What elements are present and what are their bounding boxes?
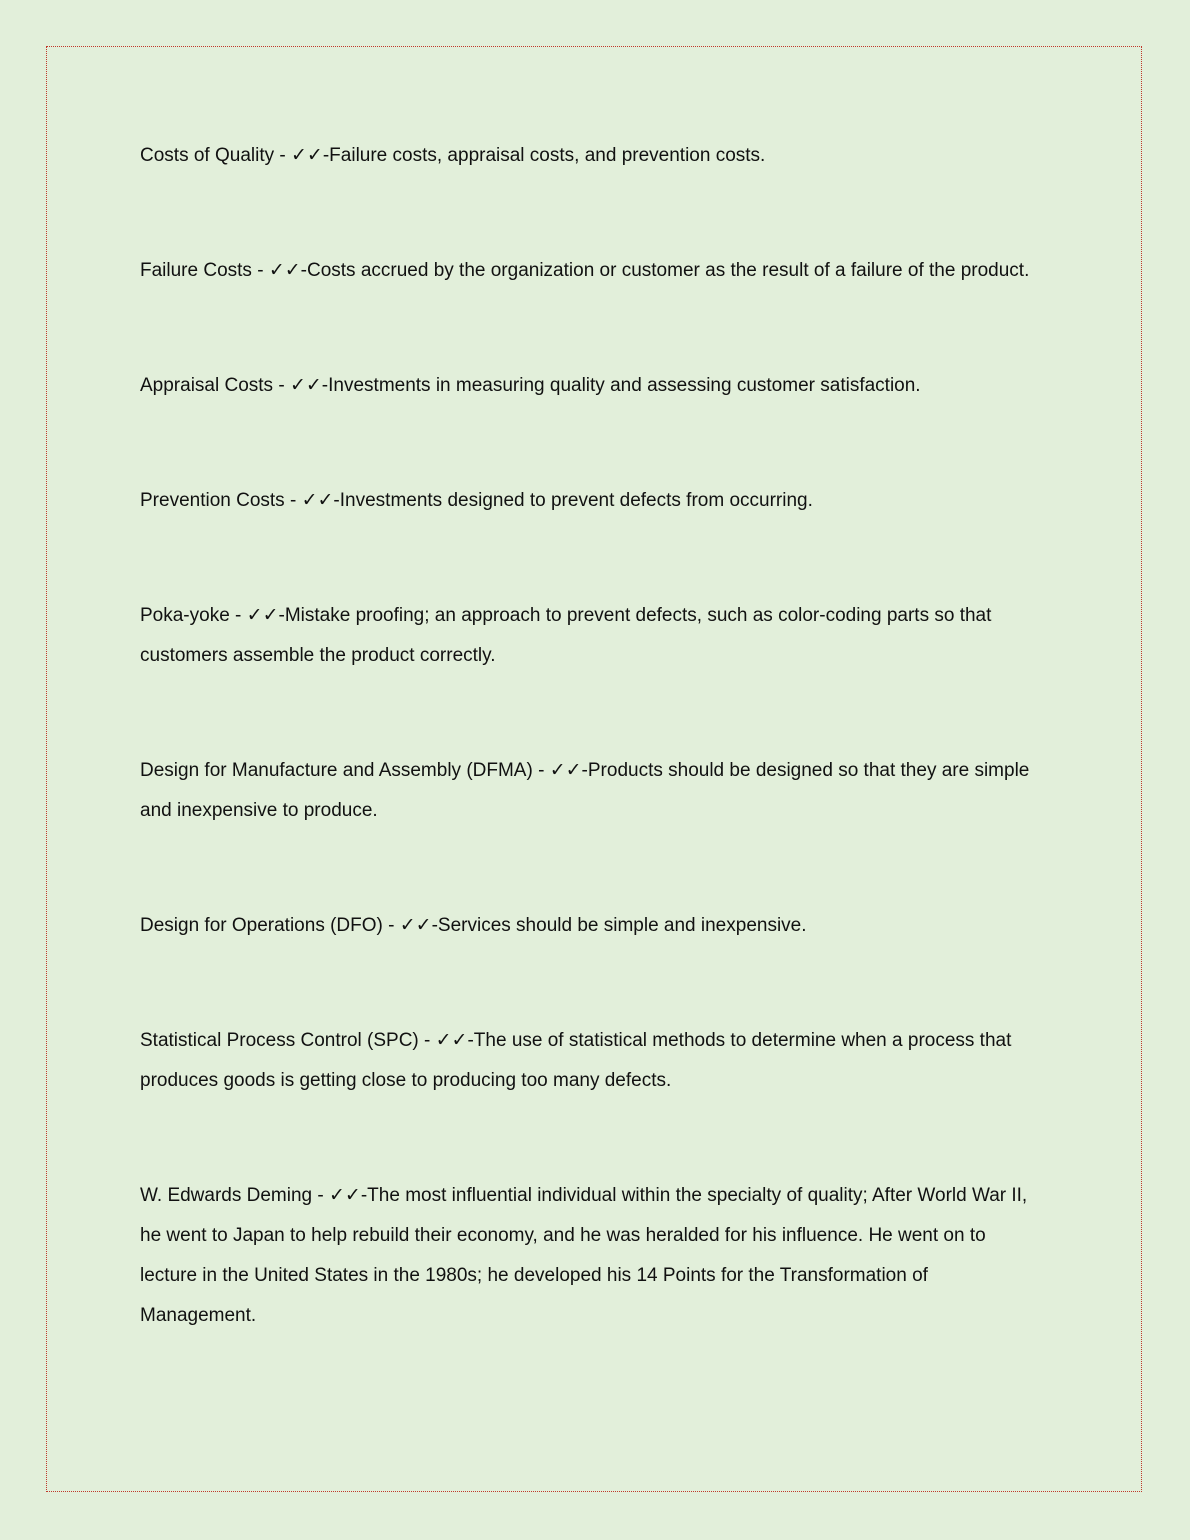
glossary-entry-failure-costs	[140, 250, 1045, 291]
entry-term: W. Edwards Deming	[140, 1185, 313, 1206]
double-check-icon: ✓✓	[289, 374, 322, 396]
double-check-icon: ✓✓	[301, 489, 334, 511]
entry-term: Design for Manufacture and Assembly (DFMA)	[140, 760, 533, 781]
glossary-entry-spc	[140, 1020, 1045, 1101]
entry-term: Failure Costs	[140, 260, 252, 281]
entry-term: Statistical Process Control (SPC)	[140, 1030, 419, 1051]
entry-separator: -	[273, 375, 290, 396]
entry-definition: -Services should be simple and inexpensive.	[431, 915, 807, 936]
entry-term: Design for Operations (DFO)	[140, 915, 383, 936]
double-check-icon: ✓✓	[291, 144, 323, 166]
double-check-icon: ✓✓	[549, 759, 582, 781]
document-body	[140, 135, 1045, 1410]
entry-definition: -Mistake proofing; an approach to prevent defects, such as color-coding parts so that customers assemble the product correctly.	[140, 605, 992, 666]
entry-separator: -	[418, 1030, 436, 1051]
glossary-entry-appraisal-costs	[140, 365, 1045, 406]
entry-separator: -	[312, 1185, 330, 1206]
entry-separator: -	[251, 260, 269, 281]
entry-definition: -The most influential individual within the specialty of quality; After World War II, he went to Japan to help rebuild their economy, and he was heralded for his influence. He went on to lecture in the United States in the 1980s; he developed his 14 Points for the Transformation of Management.	[140, 1185, 1028, 1326]
entry-separator: -	[274, 145, 291, 166]
entry-term: Appraisal Costs	[140, 375, 274, 396]
entry-definition: -The use of statistical methods to determine when a process that produces goods is getting close to producing too many defects.	[140, 1030, 1012, 1091]
entry-separator: -	[284, 490, 302, 511]
glossary-entry-poka-yoke	[140, 595, 1045, 676]
entry-separator: -	[229, 605, 247, 626]
double-check-icon: ✓✓	[435, 1029, 468, 1051]
double-check-icon: ✓✓	[246, 604, 279, 626]
entry-term: Costs of Quality	[140, 145, 275, 166]
entry-definition: -Failure costs, appraisal costs, and prevention costs.	[322, 145, 766, 166]
glossary-entry-dfma	[140, 750, 1045, 831]
entry-term: Poka-yoke	[140, 605, 230, 626]
entry-definition: -Products should be designed so that they are simple and inexpensive to produce.	[140, 760, 1030, 821]
entry-definition: -Costs accrued by the organization or customer as the result of a failure of the product.	[300, 260, 1030, 281]
double-check-icon: ✓✓	[399, 914, 432, 936]
entry-definition: -Investments in measuring quality and assessing customer satisfaction.	[321, 375, 921, 396]
entry-separator: -	[532, 760, 550, 781]
entry-separator: -	[382, 915, 400, 936]
glossary-entry-deming	[140, 1175, 1045, 1336]
entry-definition: -Investments designed to prevent defects from occurring.	[333, 490, 813, 511]
glossary-entry-prevention-costs	[140, 480, 1045, 521]
entry-term: Prevention Costs	[140, 490, 285, 511]
double-check-icon: ✓✓	[329, 1184, 361, 1206]
glossary-entry-costs-of-quality	[140, 135, 1045, 176]
glossary-entry-dfo	[140, 905, 1045, 946]
double-check-icon: ✓✓	[268, 259, 301, 281]
